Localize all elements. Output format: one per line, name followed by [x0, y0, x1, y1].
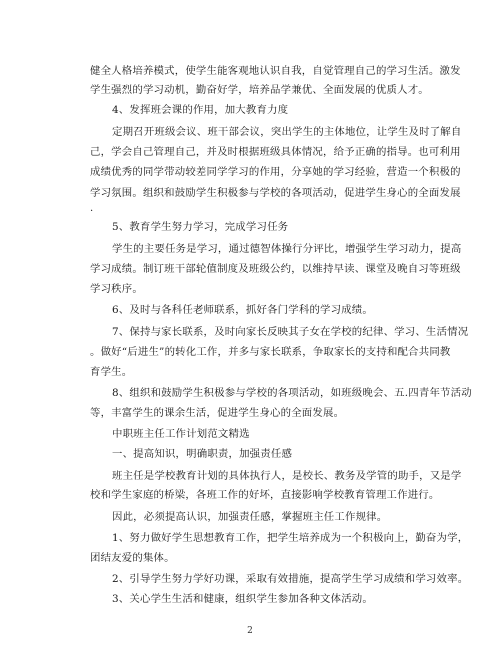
- section-heading: 5、教育学生努力学习，完成学习任务: [112, 221, 289, 233]
- paragraph-line: 团结友爱的集体。: [90, 552, 175, 564]
- paragraph-line: 因此，必须提高认识，加强责任感，掌握班主任工作规律。: [112, 511, 388, 523]
- paragraph-line: 学习氛围。组织和鼓励学生积极参与学校的各项活动，促进学生身心的全面发展: [90, 187, 461, 199]
- paragraph-line: 校和学生家庭的桥梁，各班工作的好坏，直接影响学校教育管理工作进行。: [90, 489, 440, 501]
- paragraph-line: 学习成绩。制订班干部轮值制度及班级公约，以维持早读、课堂及晚自习等班级: [90, 263, 461, 275]
- paragraph-line: 学生强烈的学习动机，勤奋好学，培养品学兼优、全面发展的优质人才。: [90, 84, 429, 96]
- paragraph-line: 成绩优秀的同学带动较差同学学习的作用，分享她的学习经验，营造一个积极的: [90, 166, 461, 178]
- paragraph-line: .: [90, 203, 94, 214]
- paragraph-line: 等，丰富学生的课余生活，促进学生身心的全面发展。: [90, 407, 345, 419]
- paragraph-line: 健全人格培养模式，使学生能客观地认识自我，自觉管理自己的学习生活。激发: [90, 65, 461, 77]
- paragraph-line: 2、引导学生努力学好功课，采取有效措施，提高学生学习成绩和学习效率。: [112, 573, 469, 585]
- paragraph-line: 定期召开班级会议、班干部会议，突出学生的主体地位，让学生及时了解自: [112, 126, 462, 138]
- page-number: 2: [247, 626, 253, 636]
- paragraph-line: 1、努力做好学生思想教育工作，把学生培养成为一个积极向上，勤奋为学，: [112, 532, 469, 544]
- paragraph-line: 己，学会自己管理自己，并及时根据班级具体情况，给予正确的指导。也可利用: [90, 146, 461, 158]
- paragraph-line: 7、保持与家长联系，及时向家长反映其子女在学校的纪律、学习、生活情况: [112, 326, 469, 338]
- paragraph-line: 班主任是学校教育计划的具体执行人，是校长、教务及学管的助手，又是学: [112, 470, 462, 482]
- section-heading: 4、发挥班会课的作用，加大教育力度: [112, 104, 289, 116]
- paragraph-line: 6、及时与各科任老师联系，抓好各门学科的学习成绩。: [112, 304, 373, 316]
- section-heading: 一、提高知识，明确职责，加强责任感: [112, 448, 293, 460]
- document-heading: 中职班主任工作计划范文精选: [112, 428, 250, 440]
- paragraph-line: 3、关心学生生活和健康，组织学生参加各种文体活动。: [112, 593, 373, 605]
- paragraph-line: 育学生。: [90, 366, 133, 378]
- paragraph-line: 8、组织和鼓励学生积极参与学校的各项活动，如班级晚会、五.四青年节活动: [112, 387, 472, 399]
- paragraph-line: 学生的主要任务是学习，通过德智体操行分评比，增强学生学习动力，提高: [112, 243, 462, 255]
- paragraph-line: 学习秩序。: [90, 283, 143, 295]
- paragraph-line: 。做好“后进生”的转化工作，并多与家长联系，争取家长的支持和配合共同教: [90, 346, 451, 358]
